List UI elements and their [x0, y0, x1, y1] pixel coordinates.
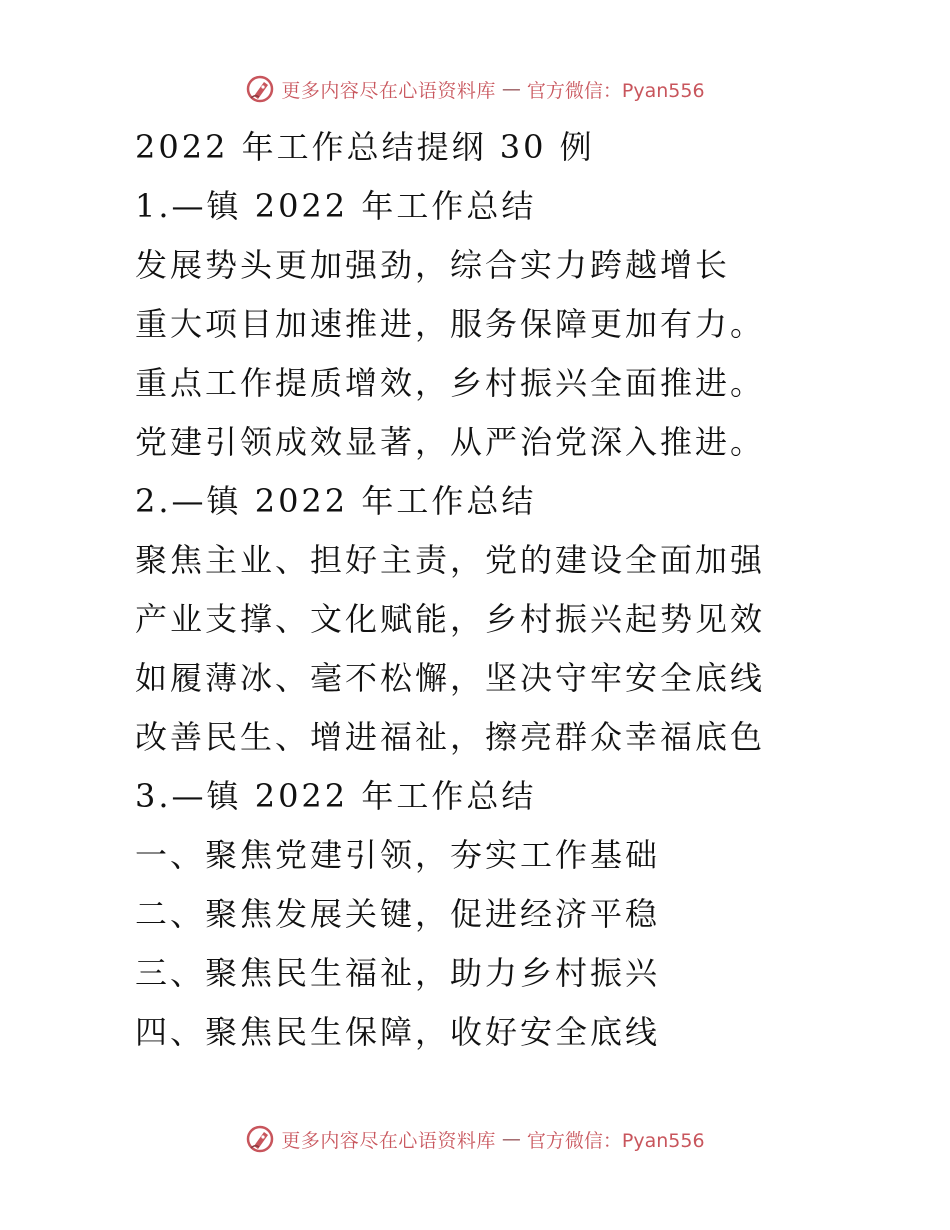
- watermark-separator: —: [501, 78, 521, 100]
- section-heading-1: 1.—镇 2022 年工作总结: [135, 187, 537, 225]
- document-title: 2022 年工作总结提纲 30 例: [135, 128, 595, 166]
- section-heading-2: 2.—镇 2022 年工作总结: [135, 482, 537, 520]
- document-body: [135, 118, 795, 1062]
- text-line: 发展势头更加强劲，综合实力跨越增长: [135, 246, 731, 284]
- text-line: 产业支撑、文化赋能，乡村振兴起势见效: [135, 600, 766, 638]
- text-line: 重点工作提质增效，乡村振兴全面推进。: [135, 364, 766, 402]
- watermark-contact: 官方微信：Pyan556: [526, 1129, 705, 1152]
- text-line: 四、聚焦民生保障，收好安全底线: [135, 1013, 661, 1051]
- text-line: 二、聚焦发展关键，促进经济平稳: [135, 895, 661, 933]
- text-line: 一、聚焦党建引领，夯实工作基础: [135, 836, 661, 874]
- watermark-separator: —: [501, 1128, 521, 1150]
- text-line: 三、聚焦民生福祉，助力乡村振兴: [135, 954, 661, 992]
- pen-nib-logo-icon: [245, 1124, 275, 1154]
- header-watermark: [0, 74, 950, 104]
- watermark-text: 更多内容尽在心语资料库: [281, 79, 496, 102]
- text-line: 改善民生、增进福祉，擦亮群众幸福底色: [135, 718, 766, 756]
- text-line: 党建引领成效显著，从严治党深入推进。: [135, 423, 766, 461]
- text-line: 聚焦主业、担好主责，党的建设全面加强: [135, 541, 766, 579]
- pen-nib-logo-icon: [245, 74, 275, 104]
- watermark-contact: 官方微信：Pyan556: [526, 79, 705, 102]
- text-line: 重大项目加速推进，服务保障更加有力。: [135, 305, 766, 343]
- watermark-text: 更多内容尽在心语资料库: [281, 1129, 496, 1152]
- footer-watermark: [0, 1124, 950, 1154]
- section-heading-3: 3.—镇 2022 年工作总结: [135, 777, 537, 815]
- text-line: 如履薄冰、毫不松懈，坚决守牢安全底线: [135, 659, 766, 697]
